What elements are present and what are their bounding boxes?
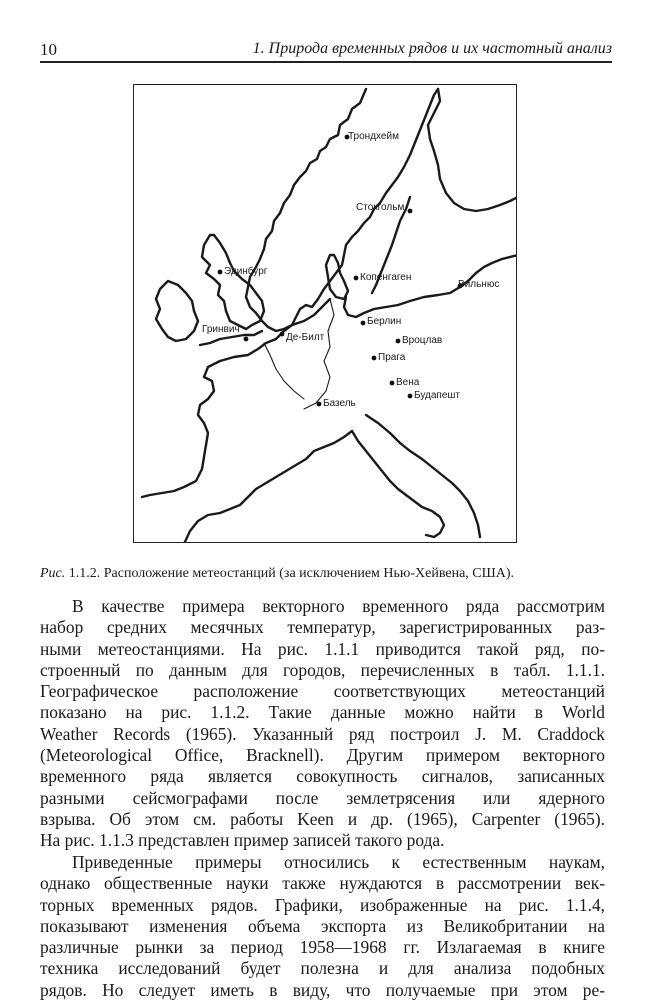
greenwich-dot (244, 337, 249, 342)
city-label-edinburgh: Эдинбург (224, 266, 268, 277)
paragraph-2 (40, 852, 605, 1001)
italy-coast (352, 431, 444, 537)
station-map (133, 84, 517, 543)
city-label-wroclaw: Вроцлав (402, 335, 443, 346)
city-label-trondheim: Трондхейм (348, 131, 399, 142)
great-britain (202, 235, 264, 329)
europe-coastline-map (134, 85, 517, 543)
text-line: показано на рис. 1.1.2. Такие данные можно найти в World (40, 702, 605, 723)
text-line: строенный по данным для городов, перечисленных в табл. 1.1.1. (40, 659, 605, 680)
city-label-vienna: Вена (396, 377, 420, 388)
text-line: различные рынки за период 1958—1968 гг. Излагаемая в книге (40, 937, 605, 958)
city-label-budapest: Будапешт (414, 390, 460, 401)
text-line: На рис. 1.1.3 представлен пример записей такого рода. (40, 830, 445, 851)
stockholm-dot (408, 209, 413, 214)
text-line: временного ряда является совокупность сигналов, записанных (40, 766, 605, 787)
copenhagen-dot (354, 276, 359, 281)
basel-dot (317, 402, 322, 407)
text-line: взрыва. Об этом см. работы Keen и др. (1965), Carpenter (1965). (40, 808, 605, 829)
figure-caption-text: 1.1.2. Расположение метеостанций (за исключением Нью-Хейвена, США). (68, 566, 515, 581)
text-line: показывают изменения объема экспорта из Великобритании на (40, 915, 605, 936)
city-label-stockholm: Стокгольм (356, 202, 405, 213)
budapest-dot (408, 394, 413, 399)
text-line: разными сейсмографами после землетрясения или ядерного (40, 787, 605, 808)
page-number: 10 (40, 40, 57, 59)
text-line: техника исследований будет полезна и для анализа подобных (40, 958, 605, 979)
de-bilt-dot (280, 332, 285, 337)
text-line: (Meteorological Office, Bracknell). Другим примером векторного (40, 745, 605, 766)
running-title: 1. Природа временных рядов и их частотный анализ (252, 40, 612, 57)
text-line: Weather Records (1965). Указанный ряд построил J. M. Craddock (40, 723, 605, 744)
city-label-berlin: Берлин (367, 316, 402, 327)
border-line (304, 299, 334, 409)
city-label-vilnius: Вильнюс (458, 279, 500, 290)
prague-dot (372, 356, 377, 361)
paragraph-1 (40, 596, 605, 852)
header-rule (40, 61, 612, 63)
text-line: набор средних месячных температур, зарегистрированных раз- (40, 617, 605, 638)
figure-caption (40, 566, 612, 582)
figure-label: Рис. (40, 566, 66, 581)
berlin-dot (361, 321, 366, 326)
text-line: ными метеостанциями. На рис. 1.1.1 приводится такой ряд, по- (40, 638, 605, 659)
edinburgh-dot (218, 270, 223, 275)
ireland (156, 281, 198, 341)
text-line: однако общественные науки также нуждаются в рассмотрении век- (40, 873, 605, 894)
city-label-basel: Базель (323, 398, 356, 409)
border-line-2 (264, 343, 304, 399)
wroclaw-dot (396, 339, 401, 344)
city-label-greenwich: Гринвич (202, 324, 240, 335)
text-line: Географическое расположение соответствующих метеостанций (40, 681, 605, 702)
text-line: В качестве примера векторного временного ряда рассмотрим (72, 596, 605, 616)
city-label-prague: Прага (378, 352, 406, 363)
text-line: Приведенные примеры относились к естественным наукам, (72, 852, 605, 872)
text-line: торных временных рядов. Графики, изображенные на рис. 1.1.4, (40, 894, 605, 915)
finland-coast (428, 89, 517, 211)
text-line: рядов. Но следует иметь в виду, что получаемые при этом ре- (40, 979, 605, 1000)
denmark-coast (326, 255, 348, 299)
city-label-copenhagen: Копенгаген (360, 272, 412, 283)
vienna-dot (390, 381, 395, 386)
city-label-de-bilt: Де-Билт (286, 332, 325, 343)
page-header (40, 38, 612, 60)
mediterranean-coast (184, 431, 352, 543)
adriatic-coast (366, 415, 480, 537)
